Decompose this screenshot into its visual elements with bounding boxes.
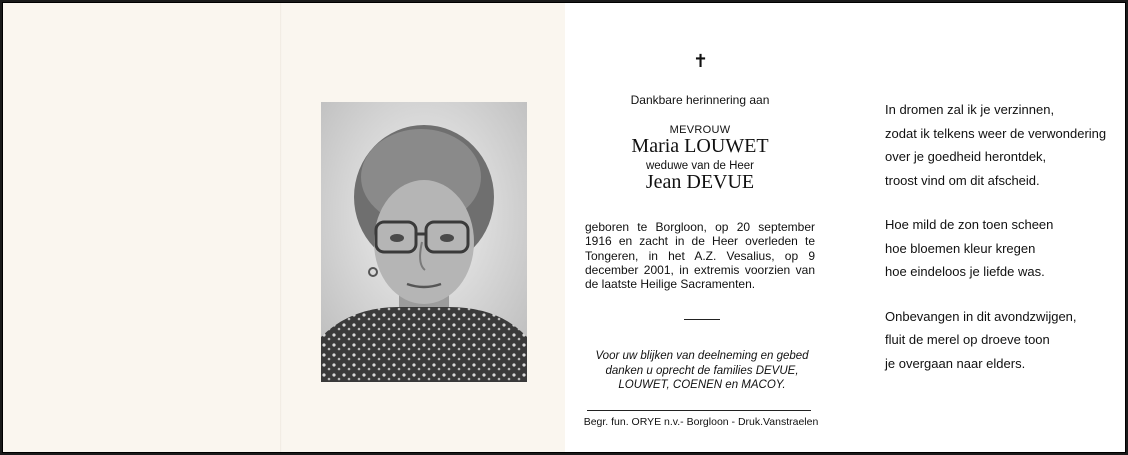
card-left-panel	[3, 3, 565, 452]
portrait-illustration	[321, 102, 527, 382]
poem-stanza	[885, 305, 1106, 376]
thanks-text	[579, 349, 825, 393]
poem-stanza	[885, 98, 1106, 192]
poem-line: zodat ik telkens weer de verwondering	[885, 125, 1107, 141]
poem-line: In dromen zal ik je verzinnen,	[885, 102, 1055, 117]
card-fold-line	[280, 3, 282, 452]
poem-line: troost vind om dit afscheid.	[885, 172, 1040, 188]
cross-icon: ✝	[693, 51, 709, 72]
footer-rule	[587, 410, 811, 411]
memorial-card	[2, 2, 1126, 453]
spouse-name: Jean DEVUE	[645, 171, 755, 193]
portrait-photo	[321, 102, 527, 382]
poem	[885, 98, 1106, 396]
intro-text: Dankbare herinnering aan	[630, 93, 770, 107]
poem-stanza	[885, 213, 1106, 284]
thanks-line: danken u oprecht de families DEVUE,	[605, 364, 799, 377]
title-mevrouw: MEVROUW	[669, 124, 731, 136]
thanks-line: LOUWET, COENEN en MACOY.	[618, 379, 786, 391]
biography-text: geboren te Borgloon, op 20 september 1916 en zacht in de Heer overleden te Tongeren, in het A.Z. Vesalius, op 9 december 2001, in extremis voorzien van de laatste Heilige Sacramenten.	[585, 220, 815, 292]
poem-line: hoe bloemen kleur kregen	[885, 240, 1036, 256]
card-right-panel	[565, 3, 1125, 452]
relation-text: weduwe van de Heer	[645, 160, 755, 172]
poem-line: je overgaan naar elders.	[885, 355, 1026, 371]
poem-line: Onbevangen in dit avondzwijgen,	[885, 308, 1077, 324]
thanks-line: Voor uw blijken van deelneming en gebed	[595, 350, 809, 362]
poem-line: fluit de merel op droeve toon	[885, 332, 1050, 347]
deceased-name: Maria LOUWET	[631, 135, 769, 157]
poem-line: over je goedheid herontdek,	[885, 149, 1047, 164]
short-divider	[684, 319, 720, 320]
poem-line: Hoe mild de zon toen scheen	[885, 217, 1054, 232]
printer-credit: Begr. fun. ORYE n.v.- Borgloon - Druk.Vanstraelen	[583, 416, 819, 428]
poem-line: hoe eindeloos je liefde was.	[885, 264, 1045, 279]
